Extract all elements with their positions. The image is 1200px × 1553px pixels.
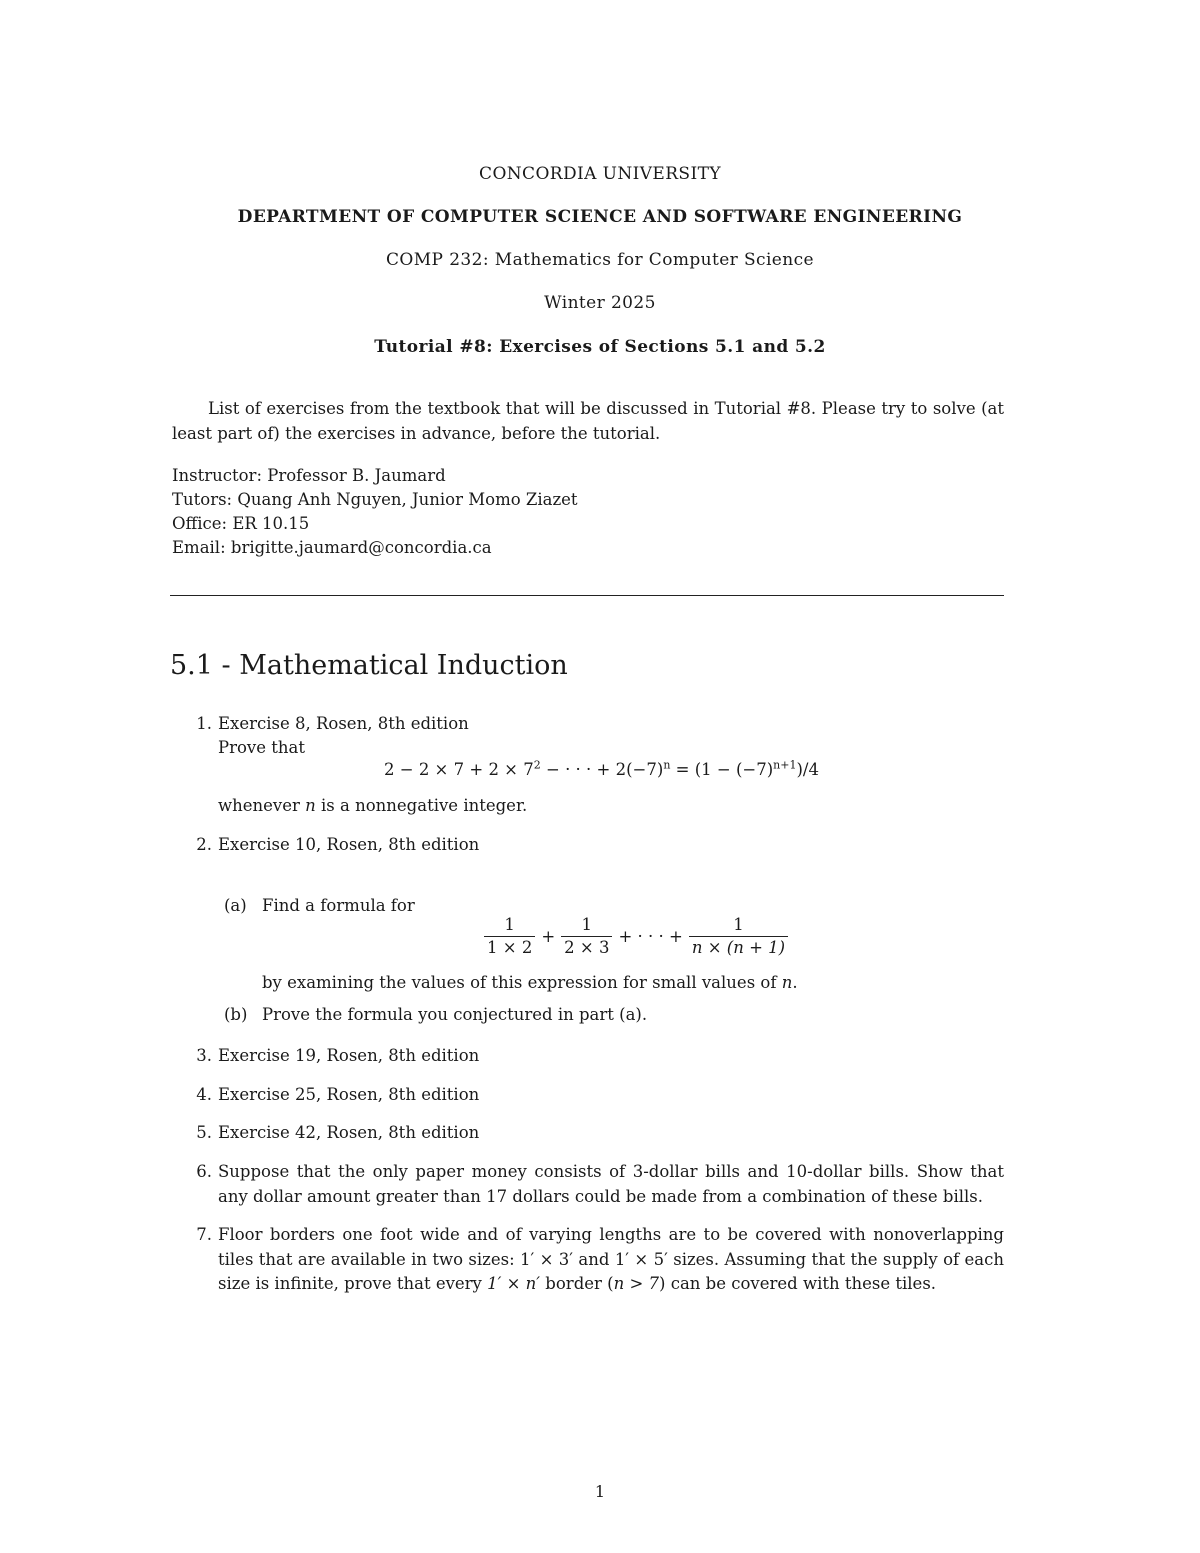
exercise-title: Exercise 8, Rosen, 8th edition	[218, 714, 469, 733]
instructor-line: Instructor: Professor B. Jaumard	[172, 466, 446, 485]
email-line: Email: brigitte.jaumard@concordia.ca	[172, 538, 492, 557]
subpart-a-followup: by examining the values of this expression for small values of n.	[262, 973, 798, 992]
exercise-number: 4.	[196, 1085, 212, 1104]
exercise-text: Prove that	[218, 738, 305, 757]
equation-sum: $2 - 2 \times 7 + 2 \times 7^2$ − · · · + $2(-7)^n = (1 - (-7)^{n+1})/4$	[384, 758, 819, 779]
exercise-number: 5.	[196, 1123, 212, 1142]
office-line: Office: ER 10.15	[172, 514, 310, 533]
tutors-line: Tutors: Quang Anh Nguyen, Junior Momo Ziazet	[172, 490, 578, 509]
subpart-b-text: Prove the formula you conjectured in part (a).	[262, 1005, 648, 1024]
horizontal-divider	[170, 595, 1004, 596]
term: Winter 2025	[544, 293, 656, 313]
page-number: 1	[594, 1482, 606, 1501]
tutorial-title: Tutorial #8: Exercises of Sections 5.1 and 5.2	[374, 337, 826, 357]
subpart-a-label: (a)	[224, 896, 247, 915]
fraction-2: $\frac{1}{2 \times 3}$	[561, 914, 612, 959]
equation-fraction-sum: $\frac{1}{1 \times 2}$ + $\frac{1}{2 \times 3}$ + · · · + $\frac{1}{n \times (n + 1)}$	[482, 914, 790, 959]
subpart-b-label: (b)	[224, 1005, 248, 1024]
exercise-text: Floor borders one foot wide and of varying lengths are to be covered with nonoverlapping tiles that are available in two sizes: 1′ × 3′ and 1′ × 5′ sizes. Assuming that the supply of each size is infinite, prove that every 1′ × n′ border (n > 7) can be covered with these tiles.	[218, 1225, 1004, 1293]
section-heading: 5.1 - Mathematical Induction	[170, 650, 568, 681]
exercise-title: Exercise 25, Rosen, 8th edition	[218, 1085, 480, 1104]
intro-paragraph: List of exercises from the textbook that will be discussed in Tutorial #8. Please try to solve (at least part of) the exercises in advance, before the tutorial.	[172, 399, 1004, 443]
course-title: COMP 232: Mathematics for Computer Science	[386, 250, 814, 270]
exercise-title: Exercise 42, Rosen, 8th edition	[218, 1123, 480, 1142]
department-name: DEPARTMENT OF COMPUTER SCIENCE AND SOFTWARE ENGINEERING	[237, 207, 963, 227]
exercise-text: whenever n is a nonnegative integer.	[218, 796, 528, 815]
university-name: CONCORDIA UNIVERSITY	[479, 164, 721, 184]
exercise-title: Exercise 10, Rosen, 8th edition	[218, 835, 480, 854]
subpart-a-text: Find a formula for	[262, 896, 415, 915]
fraction-3: $\frac{1}{n \times (n + 1)}$	[689, 914, 788, 959]
fraction-1: $\frac{1}{1 \times 2}$	[484, 914, 535, 959]
exercise-number: 1.	[196, 714, 212, 733]
exercise-number: 3.	[196, 1046, 212, 1065]
exercise-number: 6.	[196, 1162, 212, 1181]
exercise-title: Exercise 19, Rosen, 8th edition	[218, 1046, 480, 1065]
exercise-number: 2.	[196, 835, 212, 854]
exercise-text: Suppose that the only paper money consists of 3-dollar bills and 10-dollar bills. Show that any dollar amount greater than 17 dollars could be made from a combination of these bills.	[218, 1162, 1004, 1206]
exercise-number: 7.	[196, 1225, 212, 1244]
